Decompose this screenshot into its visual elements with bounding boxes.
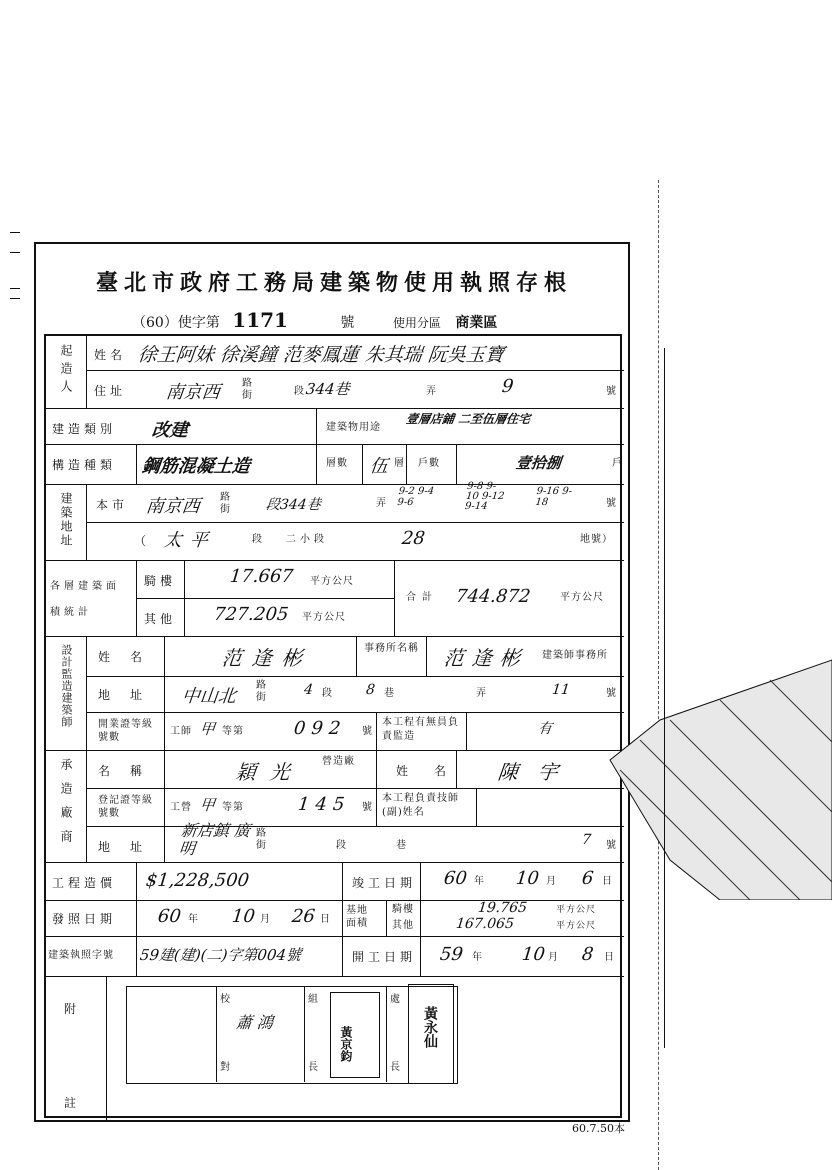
site-road: 南京西 (144, 496, 201, 517)
site-lot-label: 地號） (580, 534, 613, 545)
col-line (316, 444, 317, 484)
proofread-signature: 蕭 鴻 (234, 1013, 274, 1032)
col-line (406, 444, 407, 484)
row-line (46, 636, 624, 637)
site-other-label: 其他 (392, 920, 414, 931)
site-number-values: 9-8 9-10 9-12 9-14 (464, 481, 506, 512)
designer-section-label: 段 (322, 688, 333, 699)
col-line (136, 862, 137, 976)
col-line (184, 560, 185, 636)
designer-license-suffix: 號 (362, 726, 373, 737)
permit-number: 1171 (232, 308, 288, 332)
designer-number-label: 號 (606, 688, 617, 699)
margin-mark (10, 232, 20, 233)
build-type-label: 建造類別 (52, 422, 117, 436)
issue-day: 26 (290, 906, 317, 927)
site-city-label: 本市 (96, 498, 129, 512)
contractor-number: 7 (581, 832, 592, 848)
col-line (106, 976, 107, 1120)
start-month: 10 (520, 944, 547, 965)
col-line (420, 862, 421, 900)
col-line (476, 788, 477, 826)
director-label: 處 (390, 994, 401, 1005)
cost-label: 工程造價 (52, 876, 117, 890)
approval-divider (386, 986, 387, 1082)
issue-month-label: 月 (260, 914, 271, 925)
overlap-shadow (610, 660, 832, 900)
applicant-lane-label: 段 (294, 386, 305, 397)
site-district: 太平 (162, 530, 217, 551)
designer-section: 4 (303, 682, 314, 698)
floors-label: 層數 (326, 458, 348, 469)
col-line (164, 636, 165, 862)
row-line (46, 936, 624, 937)
start-day: 8 (580, 944, 595, 965)
row-line (46, 900, 624, 901)
row-line (86, 522, 624, 523)
permit-prefix: （60）使字第 (132, 315, 220, 331)
col-line (456, 444, 457, 484)
contractor-license-label: 登記證等級號數 (98, 795, 153, 819)
designer-lane-label: 巷 (384, 688, 395, 699)
contractor-license-prefix: 工營 (170, 802, 192, 813)
start-year: 59 (438, 944, 465, 965)
seal-name: 黃京鈞 (339, 1026, 353, 1062)
issue-year-label: 年 (188, 914, 199, 925)
proofread-label: 校 (220, 994, 231, 1005)
contractor-address-road: 新店鎮 廣明 (178, 821, 252, 858)
director-signature: 黃永仙 (422, 1006, 438, 1048)
applicant-address-road: 南京西 (164, 382, 221, 403)
contractor-name-label: 名稱 (98, 764, 163, 778)
contractor-name-suffix: 營造廠 (322, 756, 355, 767)
area-arcade-unit: 平方公尺 (310, 576, 354, 587)
designer-license-label: 開業證等級號數 (98, 719, 153, 743)
designer-license-grade: 甲 (199, 720, 216, 738)
contractor-address-label: 地址 (98, 840, 163, 854)
complete-day: 6 (580, 868, 595, 889)
col-line (356, 636, 357, 676)
contractor-section-label: 段 (336, 840, 347, 851)
applicant-alley-label: 弄 (426, 386, 437, 397)
area-arcade-label: 騎樓 (144, 574, 177, 588)
row-line (86, 826, 624, 827)
site-group-label: 建築地址 (59, 492, 73, 548)
col-line (394, 560, 395, 636)
structure-label: 構造種類 (52, 458, 117, 472)
section-chief-label: 組 (308, 994, 319, 1005)
form-table (44, 334, 622, 1118)
complete-month: 10 (514, 868, 541, 889)
contractor-tech-label: 本工程負責技師(副)姓名 (382, 793, 459, 818)
contractor-license-suffix: 號 (362, 802, 373, 813)
col-line (136, 560, 137, 636)
col-line (362, 444, 363, 484)
contractor-person-label: 姓名 (396, 764, 473, 778)
site-other-value: 167.065 (455, 916, 515, 932)
units-value: 壹拾捌 (515, 454, 562, 472)
applicant-group-label: 起造人 (59, 344, 73, 398)
structure-value: 鋼筋混凝土造 (140, 456, 251, 477)
notes-label-top: 附 (64, 1002, 81, 1016)
designer-address-road: 中山北 (180, 686, 237, 707)
site-section-label: 段 (252, 534, 263, 545)
applicant-address-lane: 344巷 (305, 380, 351, 398)
row-line (86, 712, 624, 713)
applicant-road-label: 路街 (242, 378, 253, 401)
approval-divider (304, 986, 305, 1082)
complete-month-label: 月 (546, 876, 557, 887)
proofread-label-b: 對 (220, 1062, 231, 1073)
designer-road-label: 路街 (256, 680, 267, 703)
site-alley-values: 9-2 9-4 9-6 (396, 486, 435, 508)
permit-form (34, 242, 630, 1122)
section-chief-label-b: 長 (308, 1062, 319, 1073)
col-line (426, 636, 427, 676)
row-line (46, 444, 624, 445)
complete-label: 竣工日期 (352, 876, 417, 890)
cost-value: $1,228,500 (144, 870, 251, 891)
applicant-name-label: 姓名 (94, 348, 127, 362)
designer-license-number: 092 (292, 718, 348, 739)
area-total-value: 744.872 (454, 586, 532, 607)
designer-name-label: 姓名 (98, 650, 163, 664)
site-number-label: 號 (606, 498, 617, 509)
col-line (342, 862, 343, 900)
row-line (46, 862, 624, 863)
complete-year-label: 年 (474, 876, 485, 887)
col-line (420, 900, 421, 936)
site-area-label: 基地面積 (346, 905, 368, 929)
form-title: 臺北市政府工務局建築物使用執照存根 (95, 270, 572, 296)
print-code: 60.7.50本 (572, 1122, 625, 1135)
floors-value: 伍 (368, 456, 389, 477)
row-line (46, 484, 624, 485)
permit-label: 建築執照字號 (48, 950, 114, 961)
complete-day-label: 日 (602, 876, 613, 887)
site-road-label: 路街 (220, 492, 231, 515)
col-line (376, 788, 377, 826)
start-day-label: 日 (604, 952, 615, 963)
director-label-b: 長 (390, 1062, 401, 1073)
area-group-label: 各層建築面積統計 (50, 581, 120, 618)
col-line (376, 712, 377, 750)
row-line (46, 750, 624, 751)
area-arcade-value: 17.667 (228, 566, 295, 587)
col-line (420, 936, 421, 976)
area-total-label: 合計 (406, 592, 438, 603)
applicant-number-label: 號 (606, 386, 617, 397)
designer-alley-label: 弄 (476, 688, 487, 699)
building-use-value: 壹層店鋪 二至伍層住宅 (405, 412, 531, 426)
designer-license-mid: 等第 (222, 726, 244, 737)
col-line (466, 712, 467, 750)
contractor-road-label: 路街 (256, 828, 267, 851)
applicant-address-label: 住址 (94, 384, 127, 398)
approval-divider (216, 986, 217, 1082)
site-number-values-2: 9-16 9-18 (534, 486, 573, 508)
designer-engineer-value: 有 (537, 721, 553, 737)
col-line (386, 900, 387, 936)
contractor-name: 穎光 (234, 760, 306, 784)
zone-label: 使用分區 (392, 316, 441, 330)
contractor-license-grade: 甲 (199, 796, 216, 814)
units-unit: 戶 (612, 458, 623, 469)
build-type-value: 改建 (150, 420, 189, 441)
applicant-names: 徐王阿妹 徐溪鐘 范麥鳳蓮 朱其瑞 阮吳玉寶 (136, 344, 506, 366)
start-label: 開工日期 (352, 950, 417, 964)
site-arcade-unit: 平方公尺 (556, 905, 597, 915)
col-line (316, 408, 317, 444)
site-arcade-value: 19.765 (477, 900, 528, 916)
col-line (86, 636, 87, 862)
site-other-unit: 平方公尺 (556, 921, 597, 931)
margin-mark (10, 252, 20, 253)
contractor-license-mid: 等第 (222, 802, 244, 813)
col-line (86, 484, 87, 560)
col-line (86, 336, 87, 408)
margin-mark (10, 298, 20, 299)
designer-group-label: 設計監造建築師 (60, 644, 73, 728)
issue-month: 10 (230, 906, 257, 927)
complete-year: 60 (442, 868, 469, 889)
designer-name: 范逢彬 (220, 646, 314, 670)
start-year-label: 年 (472, 952, 483, 963)
site-lot: 28 (400, 528, 427, 549)
designer-number: 11 (551, 682, 571, 698)
units-label: 戶數 (418, 458, 440, 469)
issue-year: 60 (156, 906, 183, 927)
permit-line (132, 308, 632, 332)
row-line (136, 598, 394, 599)
designer-license-prefix: 工師 (170, 726, 192, 737)
overlap-text (664, 348, 665, 1048)
start-month-label: 月 (548, 952, 559, 963)
contractor-license-number: 145 (296, 794, 352, 815)
row-line (86, 370, 624, 371)
margin-mark (10, 288, 20, 289)
permit-value: 59建(建)(二)字第004號 (139, 946, 303, 964)
zone-value: 商業區 (455, 315, 498, 331)
area-total-unit: 平方公尺 (560, 592, 604, 603)
designer-office-name: 范逢彬 (442, 646, 530, 670)
col-line (136, 444, 137, 484)
designer-lane: 8 (365, 682, 376, 698)
row-line (86, 676, 624, 677)
row-line (46, 560, 624, 561)
permit-suffix: 號 (340, 315, 355, 331)
designer-engineer-label: 本工程有無員負責監造 (382, 717, 459, 742)
notes-label-bottom: 註 (64, 1096, 81, 1110)
overlapping-document (600, 340, 832, 900)
col-line (342, 936, 343, 976)
issue-day-label: 日 (320, 914, 331, 925)
designer-office-label: 事務所名稱 (364, 643, 419, 654)
designer-address-label: 地址 (98, 688, 163, 702)
designer-office-suffix: 建築師事務所 (542, 650, 608, 661)
site-subsection-label: 二小段 (286, 534, 328, 545)
row-line (46, 976, 624, 977)
contractor-group-label: 承造廠商 (59, 758, 73, 854)
area-other-value: 727.205 (212, 604, 290, 625)
contractor-lane-label: 巷 (396, 840, 407, 851)
building-use-label: 建築物用途 (326, 422, 381, 433)
contractor-number-label: 號 (606, 840, 617, 851)
area-other-label: 其他 (144, 612, 177, 626)
site-arcade-label: 騎樓 (392, 904, 414, 915)
site-alley-label: 弄 (376, 498, 387, 509)
site-paren-open: （ (134, 534, 151, 548)
col-line (342, 900, 343, 936)
contractor-person: 陳 宇 (496, 760, 560, 784)
site-lane: 段344巷 (265, 497, 322, 513)
issue-label: 發照日期 (52, 912, 117, 926)
floors-unit: 層 (394, 458, 405, 469)
row-line (86, 788, 624, 789)
row-line (46, 408, 624, 409)
area-other-unit: 平方公尺 (302, 612, 346, 623)
applicant-address-number: 9 (500, 376, 515, 397)
col-line (376, 750, 377, 788)
